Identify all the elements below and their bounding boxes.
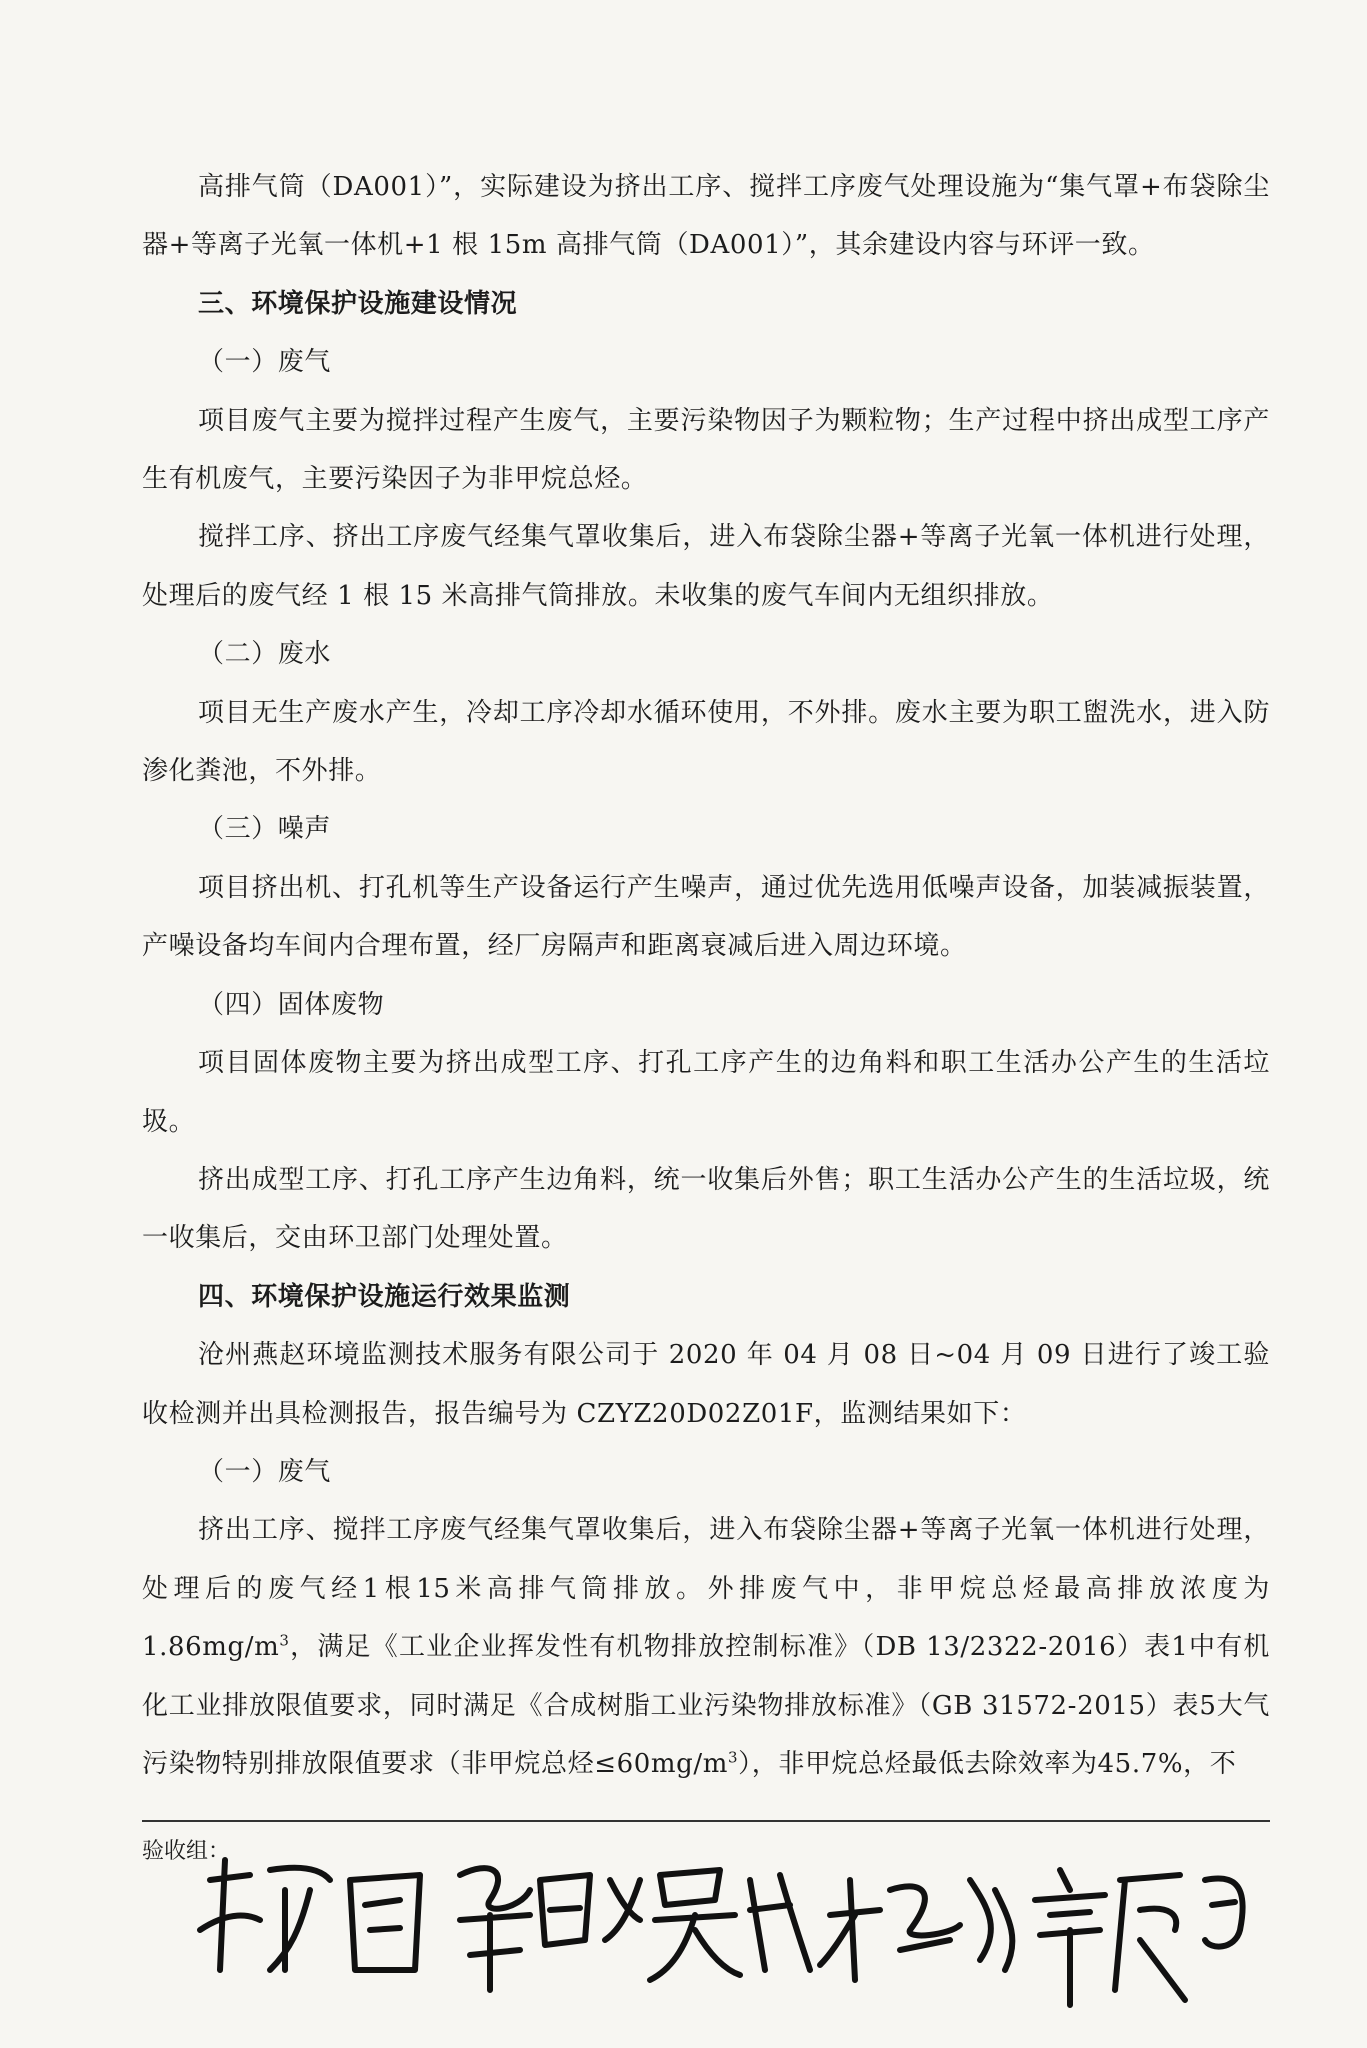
acceptance-group-label: 验收组： xyxy=(142,1839,231,1864)
subheading-noise: （三）噪声 xyxy=(198,814,332,845)
superscript-1: 3 xyxy=(279,1631,290,1650)
superscript-2: 3 xyxy=(727,1748,739,1767)
paragraph-9-part-a: 挤出工序、搅拌工序废气经集气罩收集后，进入布袋除尘器+等离子光氧一体机进行处理，处理后的废气经1根15米高排气筒排放。外排废气中，非甲烷总烃最高排放浓度为1.86mg/m xyxy=(142,1515,1270,1663)
document-body xyxy=(142,158,1270,1793)
signature-1 xyxy=(200,1860,420,1970)
section-heading-4: 四、环境保护设施运行效果监测 xyxy=(198,1281,571,1312)
signature-3 xyxy=(650,1870,810,1980)
paragraph-3: 搅拌工序、挤出工序废气经集气罩收集后，进入布袋除尘器+等离子光氧一体机进行处理，处理后的废气经 1 根 15 米高排气筒排放。未收集的废气车间内无组织排放。 xyxy=(142,522,1270,611)
paragraph-6: 项目固体废物主要为挤出成型工序、打孔工序产生的边角料和职工生活办公产生的生活垃圾。 xyxy=(142,1048,1270,1137)
subheading-waste-gas-monitoring: （一）废气 xyxy=(198,1456,332,1487)
paragraph-5: 项目挤出机、打孔机等生产设备运行产生噪声，通过优先选用低噪声设备，加装减振装置，产噪设备均车间内合理布置，经厂房隔声和距离衰减后进入周边环境。 xyxy=(142,872,1270,962)
paragraph-9-part-b: ，满足《工业企业挥发性有机物排放控制标准》（DB 13/2322-2016）表1中有机化工业排放限值要求，同时满足《合成树脂工业污染物排放标准》（GB 31572-2015）表5大气污染物特别排放限值要求（非甲烷总烃≤60mg/m xyxy=(142,1632,1270,1779)
paragraph-4: 项目无生产废水产生，冷却工序冷却水循环使用，不外排。废水主要为职工盥洗水，进入防渗化粪池，不外排。 xyxy=(142,697,1270,787)
signatures-handwritten xyxy=(190,1820,1270,2020)
subheading-waste-water: （二）废水 xyxy=(198,639,332,670)
signature-6 xyxy=(1205,1878,1243,1946)
section-heading-3: 三、环境保护设施建设情况 xyxy=(198,288,518,319)
paragraph-1: 高排气筒（DA001）”，实际建设为挤出工序、搅拌工序废气处理设施为“集气罩+布袋除尘器+等离子光氧一体机+1 根 15m 高排气筒（DA001）”，其余建设内容与环评一致。 xyxy=(142,172,1270,261)
signature-4 xyxy=(820,1880,1012,1980)
paragraph-9-part-c: ），非甲烷总烃最低去除效率为45.7%，不 xyxy=(738,1748,1237,1779)
signature-5 xyxy=(1035,1870,1185,2005)
paragraph-2: 项目废气主要为搅拌过程产生废气，主要污染物因子为颗粒物；生产过程中挤出成型工序产生有机废气，主要污染因子为非甲烷总烃。 xyxy=(142,405,1270,495)
subheading-solid-waste: （四）固体废物 xyxy=(198,989,385,1020)
paragraph-8: 沧州燕赵环境监测技术服务有限公司于 2020 年 04 月 08 日~04 月 09 日进行了竣工验收检测并出具检测报告，报告编号为 CZYZ20D02Z01F，监测结果如下： xyxy=(142,1340,1270,1429)
paragraph-9 xyxy=(142,1501,1270,1793)
paragraph-7: 挤出成型工序、打孔工序产生边角料，统一收集后外售；职工生活办公产生的生活垃圾，统一收集后，交由环卫部门处理处置。 xyxy=(142,1164,1270,1254)
signature-2 xyxy=(460,1868,640,1990)
subheading-waste-gas: （一）废气 xyxy=(198,347,332,378)
